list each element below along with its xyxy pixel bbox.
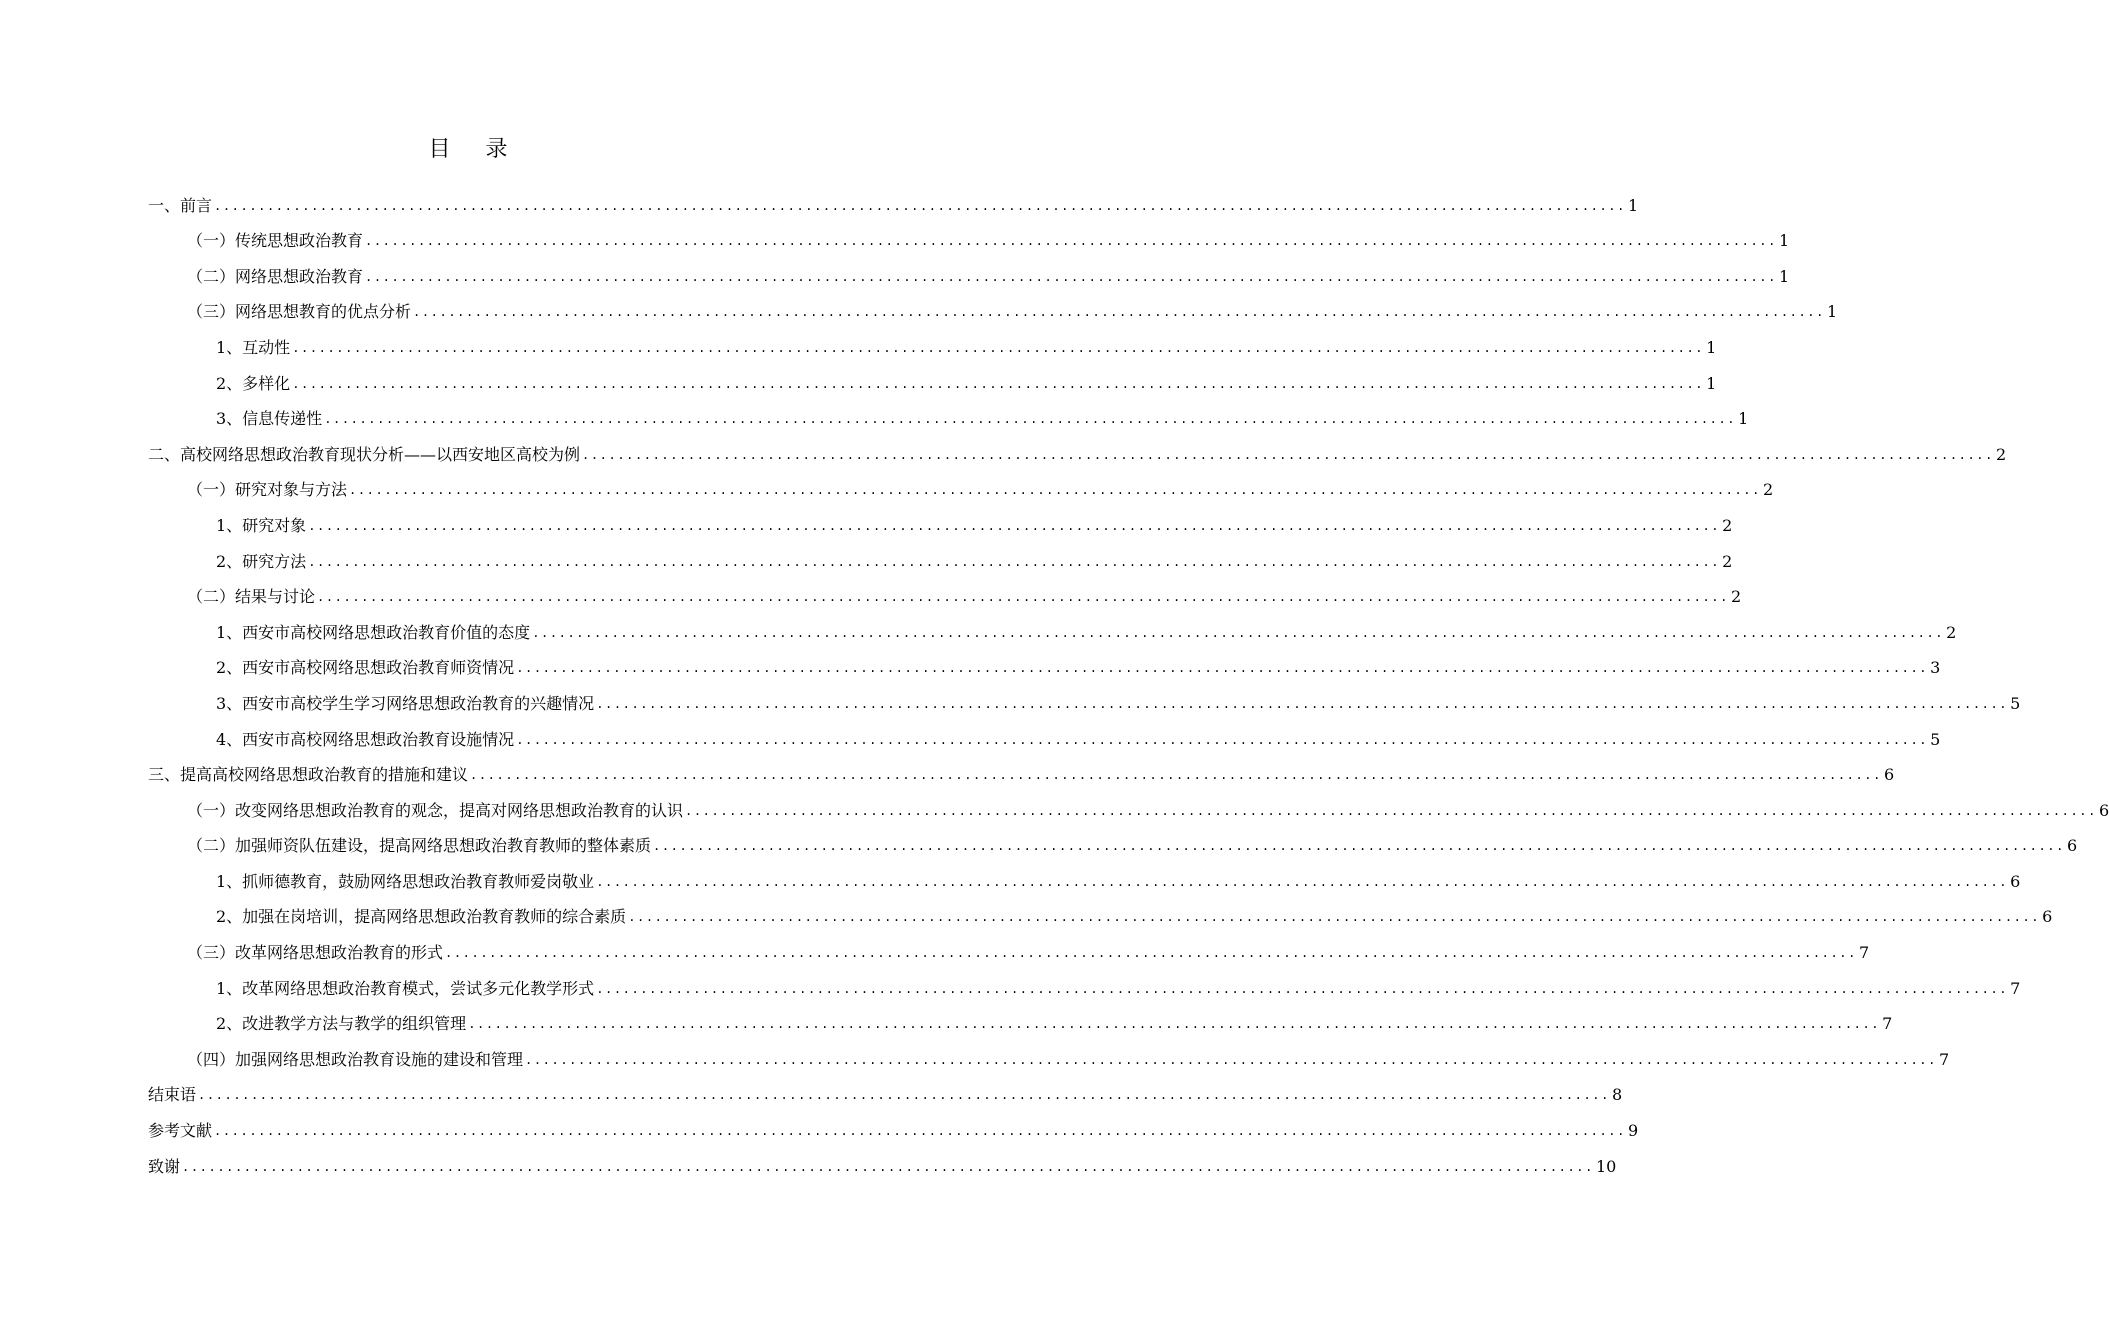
toc-entry-title: 1、研究对象 <box>216 515 307 535</box>
toc-entry-title: 2、改进教学方法与教学的组织管理 <box>216 1014 467 1034</box>
toc-entry[interactable] <box>148 471 1774 507</box>
toc-page-number: 1 <box>1627 195 1639 215</box>
toc-entry-title: （一）改变网络思想政治教育的观念，提高对网络思想政治教育的认识 <box>187 800 684 820</box>
dot-leader: ................................................................................................................................................................ <box>349 483 1761 498</box>
toc-entry-title: 参考文献 <box>148 1121 213 1141</box>
toc-entry[interactable] <box>148 186 1639 222</box>
toc-entry[interactable] <box>148 1147 1617 1183</box>
toc-page-number: 5 <box>2010 693 2021 713</box>
toc-entry-title: 1、抓师德教育，鼓励网络思想政治教育教师爱岗敬业 <box>216 871 595 891</box>
toc-page-number: 2 <box>1762 480 1774 500</box>
dot-leader: ................................................................................................................................................................ <box>516 661 1929 676</box>
toc-entry[interactable] <box>148 862 2021 898</box>
dot-leader: ................................................................................................................................................................ <box>182 1159 1594 1174</box>
dot-leader: ................................................................................................................................................................ <box>628 910 2041 925</box>
dot-leader: ................................................................................................................................................................ <box>685 803 2097 818</box>
toc-page-number: 6 <box>2098 800 2109 820</box>
toc-page-number: 7 <box>1858 943 1870 963</box>
toc-page-number: 1 <box>1826 302 1838 322</box>
toc-page-number: 7 <box>2010 978 2021 998</box>
toc-entry-title: （三）网络思想教育的优点分析 <box>187 302 412 322</box>
toc-entry[interactable] <box>148 649 1941 685</box>
toc-page-number: 6 <box>1883 765 1895 785</box>
toc-entry[interactable] <box>148 1040 1950 1076</box>
toc-page-number: 7 <box>1882 1014 1893 1034</box>
dot-leader: ................................................................................................................................................................ <box>214 1124 1626 1139</box>
toc-entry[interactable] <box>148 613 1957 649</box>
toc-entry[interactable] <box>148 542 1733 578</box>
toc-page-number: 7 <box>1938 1049 1950 1069</box>
dot-leader: ................................................................................................................................................................ <box>653 839 2065 854</box>
dot-leader: ................................................................................................................................................................ <box>365 269 1777 284</box>
dot-leader: ................................................................................................................................................................ <box>365 234 1777 249</box>
dot-leader: ................................................................................................................................................................ <box>413 305 1825 320</box>
toc-entry[interactable] <box>148 969 2021 1005</box>
toc-entry[interactable] <box>148 1111 1639 1147</box>
toc-page-number: 1 <box>1738 409 1749 429</box>
toc-entry[interactable] <box>148 435 2007 471</box>
toc-page-number: 1 <box>1706 373 1717 393</box>
toc-page-number: 2 <box>1730 587 1742 607</box>
toc-page-number: 2 <box>1995 444 2007 464</box>
toc-page-number: 6 <box>2042 907 2053 927</box>
toc-entry-title: 4、西安市高校网络思想政治教育设施情况 <box>216 729 515 749</box>
dot-leader: ................................................................................................................................................................ <box>317 590 1729 605</box>
toc-entry[interactable] <box>148 684 2021 720</box>
toc-entry[interactable] <box>148 898 2053 934</box>
toc-entry-title: 2、加强在岗培训，提高网络思想政治教育教师的综合素质 <box>216 907 627 927</box>
dot-leader: ................................................................................................................................................................ <box>308 554 1721 569</box>
toc-entry[interactable] <box>148 1005 1893 1041</box>
toc-entry-title: 2、多样化 <box>216 373 291 393</box>
toc-entry-title: （二）结果与讨论 <box>187 587 316 607</box>
toc-entry[interactable] <box>148 720 1941 756</box>
toc-entry[interactable] <box>148 827 2078 863</box>
toc-entry-title: 三、提高高校网络思想政治教育的措施和建议 <box>148 765 469 785</box>
toc-entry-title: （二）网络思想政治教育 <box>187 266 364 286</box>
toc-page-number: 6 <box>2010 871 2021 891</box>
toc-entry[interactable] <box>148 400 1749 436</box>
toc-entry-title: （二）加强师资队伍建设，提高网络思想政治教育教师的整体素质 <box>187 836 652 856</box>
dot-leader: ................................................................................................................................................................ <box>198 1088 1610 1103</box>
dot-leader: ................................................................................................................................................................ <box>596 696 2009 711</box>
dot-leader: ................................................................................................................................................................ <box>324 412 1737 427</box>
toc-page-number: 1 <box>1778 266 1790 286</box>
dot-leader: ................................................................................................................................................................ <box>292 376 1705 391</box>
dot-leader: ................................................................................................................................................................ <box>468 1017 1881 1032</box>
toc-entry[interactable] <box>148 791 2109 827</box>
dot-leader: ................................................................................................................................................................ <box>308 518 1721 533</box>
toc-entry-title: 2、西安市高校网络思想政治教育师资情况 <box>216 658 515 678</box>
toc-page-number: 1 <box>1706 337 1717 357</box>
toc-entry-title: 二、高校网络思想政治教育现状分析——以西安地区高校为例 <box>148 444 581 464</box>
toc-entry-title: 1、改革网络思想政治教育模式，尝试多元化教学形式 <box>216 978 595 998</box>
toc-page-number: 9 <box>1627 1121 1639 1141</box>
toc-entry[interactable] <box>148 222 1790 258</box>
toc-entry-title: （一）传统思想政治教育 <box>187 231 364 251</box>
dot-leader: ................................................................................................................................................................ <box>445 946 1857 961</box>
toc-entry-title: （三）改革网络思想政治教育的形式 <box>187 943 444 963</box>
toc-entry[interactable] <box>148 506 1733 542</box>
table-of-contents <box>148 186 2109 1183</box>
dot-leader: ................................................................................................................................................................ <box>596 874 2009 889</box>
page-title: 目 录 <box>428 137 522 162</box>
dot-leader: ................................................................................................................................................................ <box>516 732 1929 747</box>
toc-entry[interactable] <box>148 328 1717 364</box>
toc-entry-title: 1、互动性 <box>216 337 291 357</box>
toc-entry-title: 2、研究方法 <box>216 551 307 571</box>
toc-entry[interactable] <box>148 364 1717 400</box>
dot-leader: ................................................................................................................................................................ <box>596 981 2009 996</box>
toc-entry[interactable] <box>148 578 1742 614</box>
toc-page-number: 10 <box>1595 1156 1617 1176</box>
toc-entry-title: 致谢 <box>148 1156 181 1176</box>
dot-leader: ................................................................................................................................................................ <box>214 198 1626 213</box>
toc-entry-title: （一）研究对象与方法 <box>187 480 348 500</box>
toc-entry-title: 一、前言 <box>148 195 213 215</box>
toc-entry-title: 3、信息传递性 <box>216 409 323 429</box>
toc-page-number: 2 <box>1722 551 1733 571</box>
dot-leader: ................................................................................................................................................................ <box>292 340 1705 355</box>
toc-entry[interactable] <box>148 1076 1623 1112</box>
toc-page-number: 3 <box>1930 658 1941 678</box>
dot-leader: ................................................................................................................................................................ <box>582 447 1994 462</box>
toc-entry-title: 结束语 <box>148 1085 197 1105</box>
toc-entry[interactable] <box>148 257 1790 293</box>
dot-leader: ................................................................................................................................................................ <box>532 625 1945 640</box>
toc-page-number: 8 <box>1611 1085 1623 1105</box>
toc-page-number: 5 <box>1930 729 1941 749</box>
toc-entry[interactable] <box>148 756 1895 792</box>
toc-entry-title: 1、西安市高校网络思想政治教育价值的态度 <box>216 622 531 642</box>
dot-leader: ................................................................................................................................................................ <box>470 768 1882 783</box>
toc-page-number: 2 <box>1946 622 1957 642</box>
toc-entry[interactable] <box>148 933 1870 969</box>
dot-leader: ................................................................................................................................................................ <box>525 1052 1937 1067</box>
toc-page-number: 1 <box>1778 231 1790 251</box>
toc-page-number: 2 <box>1722 515 1733 535</box>
toc-entry-title: （四）加强网络思想政治教育设施的建设和管理 <box>187 1049 524 1069</box>
toc-page-number: 6 <box>2066 836 2078 856</box>
toc-entry-title: 3、西安市高校学生学习网络思想政治教育的兴趣情况 <box>216 693 595 713</box>
toc-entry[interactable] <box>148 293 1838 329</box>
